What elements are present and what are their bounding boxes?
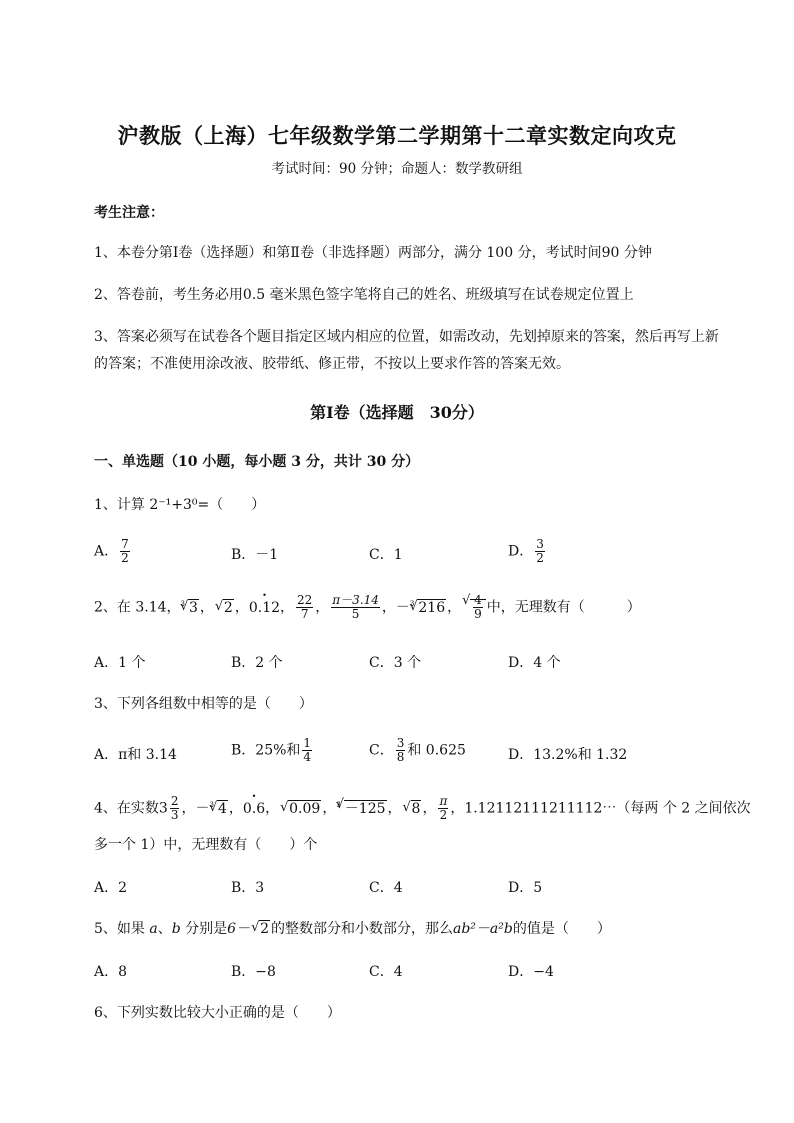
stem-text: 中，无理数有（ ） bbox=[486, 599, 641, 616]
q4-option-d[interactable]: D．5 bbox=[508, 880, 543, 896]
fraction bbox=[396, 737, 406, 764]
question-4-stem: 4、在实数3 $\frac{2}{3}$ ，－$^3$√ 4 ，• 0.6，√ 0.09 ，$^3$√ －125 ，√ 8 ， $\frac{\pi}{2}$ ，1.12112111211112⋯（每两 个 2 之间依次 bbox=[94, 795, 751, 822]
denominator: 8 bbox=[396, 750, 405, 764]
numerator: 7 bbox=[121, 537, 129, 551]
q3-option-c[interactable] bbox=[369, 737, 466, 764]
fraction bbox=[535, 538, 545, 565]
part-heading: 一、单选题（10 小题，每小题 3 分，共计 30 分） bbox=[94, 454, 420, 470]
cube-root bbox=[180, 600, 199, 616]
radicand: 2 bbox=[223, 599, 233, 616]
option-label: D． bbox=[508, 543, 534, 560]
radicand: 0.09 bbox=[289, 800, 321, 817]
repeating-decimal: • 0.6 bbox=[243, 801, 265, 817]
denominator: 3 bbox=[170, 808, 179, 822]
variable-b: b bbox=[171, 921, 181, 937]
page-title: 沪教版（上海）七年级数学第二学期第十二章实数定向攻克 bbox=[117, 123, 677, 148]
stem-text: 的值是（ ） bbox=[512, 921, 611, 937]
fraction bbox=[473, 594, 483, 621]
numerator: 2 bbox=[170, 794, 179, 808]
q1-option-a[interactable] bbox=[94, 538, 132, 565]
numerator: π－3.14 bbox=[332, 593, 379, 607]
expression: 6－ bbox=[227, 921, 251, 937]
numerator: π bbox=[439, 794, 448, 808]
cube-root bbox=[209, 801, 228, 817]
cube-root bbox=[336, 798, 387, 818]
numerator: 3 bbox=[396, 736, 405, 750]
square-root bbox=[251, 921, 270, 937]
square-root bbox=[280, 801, 321, 817]
question-3-stem: 3、下列各组数中相等的是（ ） bbox=[94, 696, 313, 712]
repeating-decimal: • 0.12 bbox=[249, 600, 280, 616]
notice-item: 2、答卷前，考生务必用0.5 毫米黑色签字笔将自己的姓名、班级填写在试卷规定位置上 bbox=[94, 287, 634, 303]
fraction bbox=[438, 795, 448, 822]
question-6-stem: 6、下列实数比较大小正确的是（ ） bbox=[94, 1005, 341, 1021]
square-root bbox=[462, 594, 486, 621]
stem-text: 的整数部分和小数部分，那么 bbox=[270, 921, 453, 937]
q4-option-b[interactable]: B．3 bbox=[231, 880, 265, 896]
stem-text: ，1.12112111211112⋯（每两 个 2 之间依次 bbox=[450, 800, 751, 817]
q1-option-b[interactable]: B．－1 bbox=[231, 547, 279, 563]
option-label: B．25%和 bbox=[231, 742, 301, 759]
q3-option-b[interactable] bbox=[231, 737, 314, 764]
q5-option-a[interactable]: A．8 bbox=[94, 964, 128, 980]
q1-option-c[interactable]: C．1 bbox=[369, 547, 403, 563]
minus-sign: － bbox=[395, 599, 410, 616]
notice-item: 的答案；不准使用涂改液、胶带纸、修正带，不按以上要求作答的答案无效。 bbox=[94, 356, 570, 372]
denominator: 5 bbox=[351, 607, 360, 621]
option-label: C． bbox=[369, 742, 394, 759]
question-1-stem: 1、计算 2⁻¹+3⁰=（ ） bbox=[94, 497, 266, 513]
question-5-stem bbox=[94, 918, 611, 938]
numerator: √ 4 bbox=[474, 593, 482, 607]
square-root bbox=[403, 801, 422, 817]
section-title: 第Ⅰ卷（选择题 30分） bbox=[310, 403, 484, 422]
q2-option-d[interactable]: D．4 个 bbox=[508, 655, 561, 671]
fraction bbox=[120, 538, 130, 565]
q4-option-a[interactable]: A．2 bbox=[94, 880, 128, 896]
q2-option-b[interactable]: B．2 个 bbox=[231, 655, 283, 671]
stem-text: 分别是 bbox=[180, 921, 228, 937]
q5-option-c[interactable]: C．4 bbox=[369, 964, 403, 980]
numerator: 3 bbox=[536, 537, 544, 551]
root-index: 3 bbox=[336, 800, 341, 809]
denominator: 2 bbox=[439, 808, 448, 822]
q5-option-b[interactable]: B．−8 bbox=[231, 964, 276, 980]
numerator: 1 bbox=[303, 736, 312, 750]
denominator: 7 bbox=[300, 607, 309, 621]
fraction bbox=[331, 594, 380, 621]
q5-option-d[interactable]: D．−4 bbox=[508, 964, 554, 980]
question-2-stem: 2、在 3.14，$^3$√ 3 ，√ 2 ，• 0.12， $\frac{22}{7}$ ， $\frac{\pi-3.14}{5}$ ，－$^3$√ 216 ， √ $\frac{4}{9}$ 中，无理数有（ ） bbox=[94, 594, 641, 621]
question-4-stem-line2: 多一个 1）中，无理数有（ ）个 bbox=[94, 837, 318, 853]
radicand: 216 bbox=[418, 599, 446, 616]
notice-heading: 考生注意： bbox=[94, 205, 164, 221]
radicand: －125 bbox=[344, 800, 386, 817]
stem-text: 4、在实数 bbox=[94, 800, 159, 817]
square-root bbox=[215, 600, 234, 616]
denominator: 4 bbox=[303, 750, 312, 764]
radicand: 2 bbox=[260, 921, 269, 937]
denominator: 9 bbox=[474, 607, 482, 621]
cube-root bbox=[409, 600, 446, 616]
root-index: 3 bbox=[409, 599, 415, 608]
q3-option-a[interactable]: A．π和 3.14 bbox=[94, 747, 177, 763]
root-index: 3 bbox=[209, 800, 214, 809]
stem-text: 5、如果 bbox=[94, 921, 150, 937]
radicand: 8 bbox=[411, 800, 421, 817]
q2-option-c[interactable]: C．3 个 bbox=[369, 655, 422, 671]
q1-option-d[interactable] bbox=[508, 538, 547, 565]
q3-option-d[interactable]: D．13.2%和 1.32 bbox=[508, 747, 628, 763]
radicand: 4 bbox=[217, 800, 227, 817]
notice-item: 1、本卷分第Ⅰ卷（选择题）和第Ⅱ卷（非选择题）两部分，满分 100 分，考试时间90 分钟 bbox=[94, 245, 652, 261]
fraction bbox=[170, 795, 180, 822]
minus-sign: － bbox=[195, 800, 210, 817]
denominator: 2 bbox=[121, 551, 129, 565]
stem-text: 2、在 3.14， bbox=[94, 599, 181, 616]
page-subtitle: 考试时间：90 分钟；命题人：数学教研组 bbox=[271, 161, 523, 177]
root-index: 3 bbox=[180, 599, 185, 608]
denominator: 2 bbox=[536, 551, 544, 565]
expression: ab²－a²b bbox=[452, 921, 513, 937]
fraction bbox=[302, 737, 312, 764]
separator: 、 bbox=[157, 921, 172, 937]
option-label: A． bbox=[94, 543, 119, 560]
radicand: 3 bbox=[189, 599, 198, 616]
q4-option-c[interactable]: C．4 bbox=[369, 880, 403, 896]
mixed-whole: 3 bbox=[158, 800, 168, 817]
fraction bbox=[296, 594, 313, 621]
numerator: 22 bbox=[297, 593, 313, 607]
notice-item: 3、答案必须写在试卷各个题目指定区域内相应的位置，如需改动，先划掉原来的答案，然后再写上新 bbox=[94, 329, 719, 345]
option-text: 和 0.625 bbox=[407, 742, 466, 759]
q2-option-a[interactable]: A．1 个 bbox=[94, 655, 146, 671]
variable-a: a bbox=[149, 921, 158, 937]
